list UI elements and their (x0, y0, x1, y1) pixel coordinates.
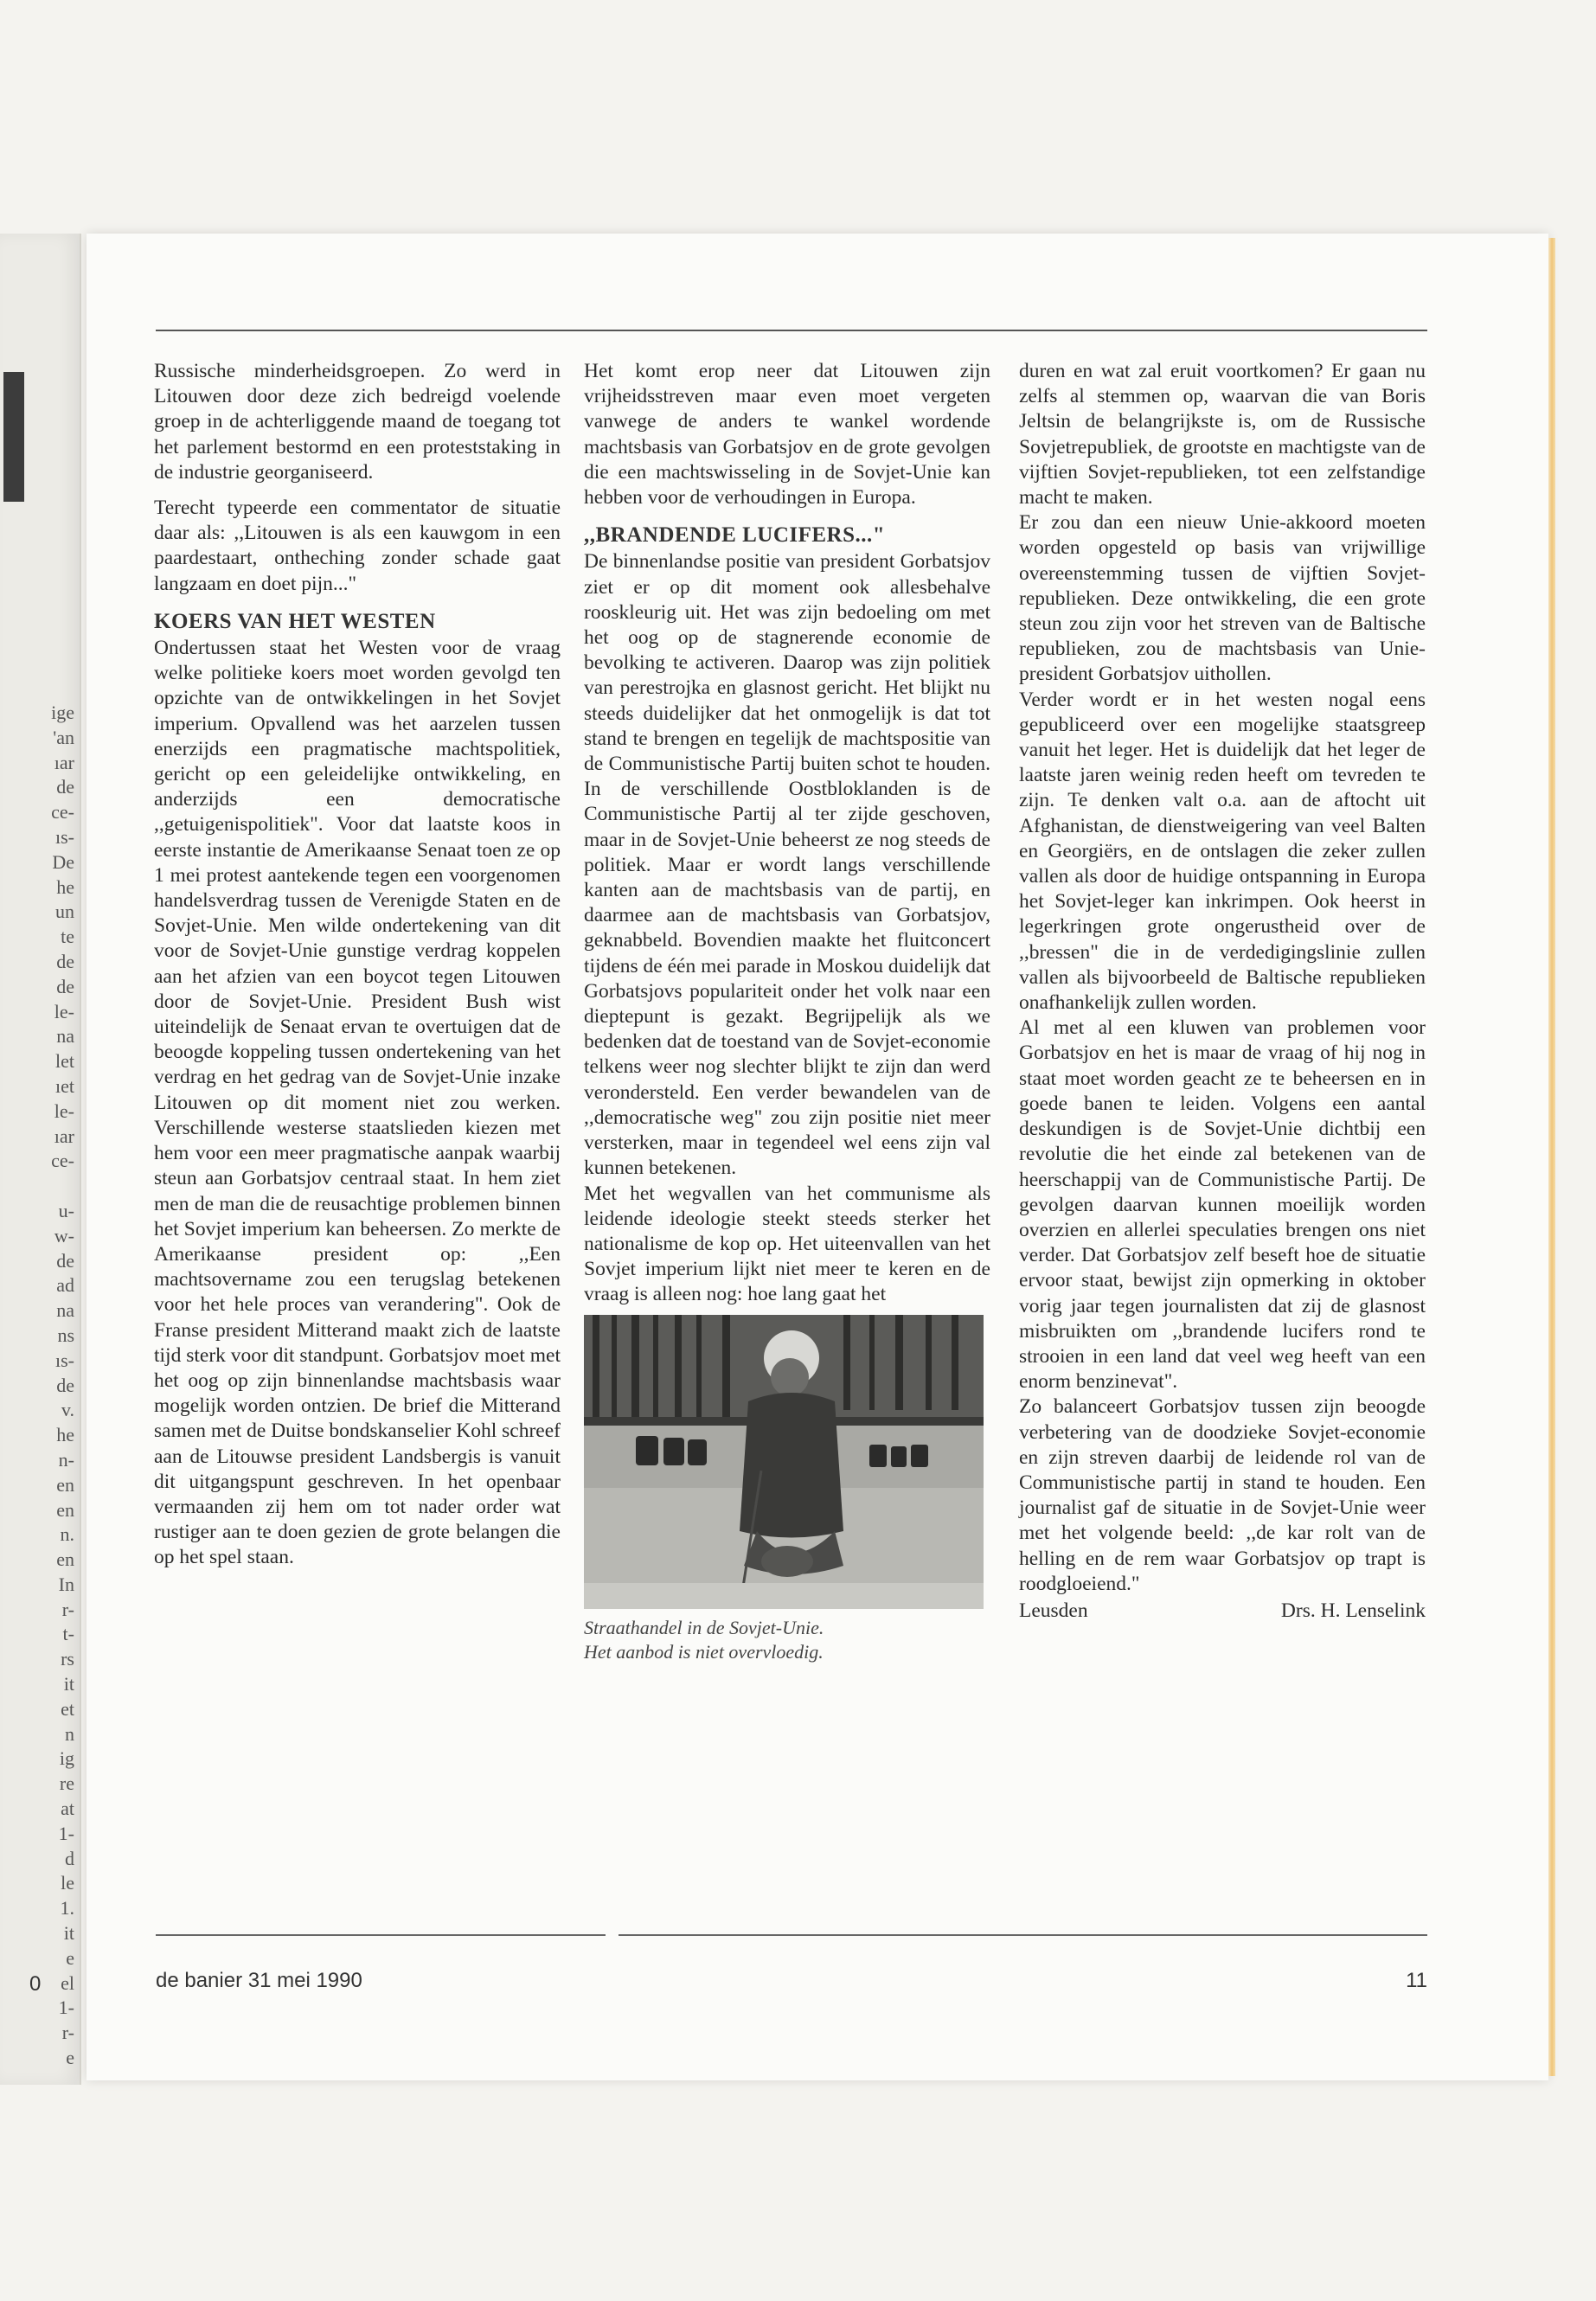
section-heading: KOERS VAN HET WESTEN (154, 609, 436, 633)
paragraph: De binnenlandse positie van president Gorbatsjov ziet er op dit moment ook allesbehalve rooskleurig uit. Het was zijn bedoeling om met het oog op de stagnerende economie de bevolking te activeren. Daarop was zijn politiek van perestrojka en glasnost gericht. Het blijkt nu steeds duidelijker dat het onmogelijk is dat tot stand te brengen en tegelijk de machtspositie van de Communistische Partij buiten schot te houden. In de verschillende Oostbloklanden is de Communistische Partij al ter zijde geschoven, maar in de Sovjet-Unie beheerst ze nog steeds de politiek. Maar er wordt langs verschillende kanten aan de machtsbasis van de partij, en daarmee aan de machtsbasis van Gorbatsjov, geknabbeld. Bovendien maakte het fluitconcert tijdens de één mei parade in Moskou duidelijk dat Gorbatsjovs populariteit onder het volk naar een dieptepunt is gezakt. Begrijpelijk als we bedenken dat de toestand van de Sovjet-economie telkens weer nog slechter blijkt te zijn dan werd verondersteld. Een verder bewandelen van de ,,democratische weg" zou zijn positie niet meer versterken, maar in tegendeel wel eens zijn val kunnen betekenen. (584, 550, 990, 1180)
article-column-3 (1019, 359, 1426, 1624)
page-edge (1548, 238, 1555, 2076)
footer-publication: de banier 31 mei 1990 (156, 1969, 362, 1992)
place: Leusden (1019, 1599, 1088, 1622)
footer-page-number: 11 (1406, 1969, 1427, 1992)
paragraph: Al met al een kluwen van problemen voor Gorbatsjov en het is maar de vraag of hij nog in staat moet worden geacht ze te beheersen en in goede banen te leiden. Volgens een aantal deskundigen is de Sovjet-Unie dichtbij een revolutie die het einde zal betekenen van de heerschappij van de Communistische Partij. De gevolgen daarvan kunnen moeilijk worden overzien en allerlei speculaties brengen ons niet verder. Dat Gorbatsjov zelf beseft hoe de situatie ervoor staat, bewijst zijn opmerking in oktober vorig jaar tegen journalisten dat zij de glasnost misbruikten om ,,brandende lucifers rond te strooien in een land dat veel weg heeft van een enorm benzinevat". (1019, 1016, 1426, 1394)
caption-line: Straathandel in de Sovjet-Unie. (584, 1616, 824, 1638)
section-heading: ,,BRANDENDE LUCIFERS..." (584, 523, 886, 548)
signoff (1019, 1599, 1426, 1624)
previous-page-number: 0 (29, 1972, 42, 1996)
photo-caption (584, 1616, 990, 1664)
top-rule (156, 330, 1427, 331)
paragraph: Verder wordt er in het westen nogal eens gepubliceerd over een mogelijke staatsgreep vanuit het leger. Het is duidelijk dat het leger de laatste jaren weinig reden heeft om tevreden te zijn. Te denken valt o.a. aan de aftocht uit Afghanistan, de dienstweigering van veel Balten en Georgiërs, en de ontslagen die zeker zullen vallen als door de huidige ontspanning in Europa het Sovjet-leger kan inkrimpen. Ook heerst in legerkringen grote ongerustheid over de ,,bressen" die in de verdedigingslinie zullen vallen als bijvoorbeeld de Baltische republieken onafhankelijk zullen worden. (1019, 688, 1426, 1015)
caption-line: Het aanbod is niet overvloedig. (584, 1640, 824, 1663)
article-column-2 (584, 359, 990, 1664)
previous-page-text-fragments: ige 'an ıar de ce- ıs- De he un te de de le- na let ıet le- ıar ce- u- w- de ad na ns ıs- de v. he n- en en n. en In r- t- rs it et n ig re at 1- d le 1. it e el 1- r- e (51, 702, 74, 2069)
paragraph: duren en wat zal eruit voortkomen? Er gaan nu zelfs al stemmen op, waarvan die van Boris Jeltsin de belangrijkste is, om de Russische Sovjetrepubliek, de grootste en machtigste van de vijftien Sovjet-republieken, tot een zelfstandige macht te maken. (1019, 360, 1426, 510)
previous-page (0, 234, 81, 2085)
paragraph: Met het wegvallen van het communisme als leidende ideologie steekt steeds sterker het nationalisme de kop op. Het uiteenvallen van het Sovjet imperium lijkt niet meer te keren en de vraag is alleen nog: hoe lang gaat het (584, 1182, 990, 1306)
paragraph: Terecht typeerde een commentator de situatie daar als: ,,Litouwen is als een kauwgom in een paardestaart, ontheching zonder schade gaat langzaam en doet pijn..." (154, 497, 561, 595)
paragraph: Het komt erop neer dat Litouwen zijn vrijheidsstreven maar even moet vergeten vanwege de anders te wankel wordende machtsbasis van Gorbatsjov en de grote gevolgen die een machtswisseling in de Sovjet-Unie kan hebben voor de verhoudingen in Europa. (584, 360, 990, 510)
bottom-rule-left (156, 1934, 606, 1936)
article-column-1 (154, 359, 561, 1571)
bottom-rule-right (619, 1934, 1427, 1936)
street-vendor-photo (584, 1315, 984, 1609)
paragraph: Ondertussen staat het Westen voor de vraag welke politieke koers moet worden gevolgd ten opzichte van de ontwikkelingen in het Sovjet imperium. Opvallend was het aarzelen tussen enerzijds een pragmatische machtspolitiek, gericht op een geleidelijke ontwikkeling, en anderzijds een democratische ,,getuigenispolitiek". Voor dat laatste koos in eerste instantie de Amerikaanse Senaat toen ze op 1 mei protest aantekende tegen een voorgenomen handelsverdrag tussen de Verenigde Staten en de Sovjet-Unie. Men wilde ondertekening van dit voor de Sovjet-Unie gunstige verdrag koppelen aan het afzien van een boycot tegen Litouwen door de Sovjet-Unie. President Bush wist uiteindelijk de Senaat ervan te overtuigen dat de beoogde koppeling tussen ondertekening van het verdrag en het gedrag van de Sovjet-Unie inzake Litouwen op dit moment niet zou werken. Verschillende westerse staatslieden kiezen met hem voor een meer pragmatische aanpak waarbij steun aan Gorbatsjov centraal staat. In hem ziet men de man die de reusachtige problemen binnen het Sovjet imperium kan beheersen. Zo merkte de Amerikaanse president op: ,,Een machtsovername zou een terugslag betekenen voor het hele proces van verandering". Ook de Franse president Mitterand maakt zich de laatste tijd sterk voor dit standpunt. Gorbatsjov moet met het oog op zijn binnenlandse machtsbasis waar mogelijk worden ontzien. De brief die Mitterand samen met de Duitse bondskanselier Kohl schreef aan de Litouwse president Landsbergis is vanuit dit uitgangspunt geschreven. In het openbaar vermaanden zij hem om tot nader order wat rustiger aan te doen gezien de grote belangen die op het spel staan. (154, 637, 561, 1569)
paragraph: Zo balanceert Gorbatsjov tussen zijn beoogde verbetering van de doodzieke Sovjet-economie en zijn streven daarbij de leidende rol van de Communistische partij in stand te houden. Een journalist gaf de situatie in de Sovjet-Unie weer met het volgende beeld: ,,de kar rolt van de helling en de rem waar Gorbatsjov op trapt is roodgloeiend." (1019, 1395, 1426, 1595)
paragraph: Russische minderheidsgroepen. Zo werd in Litouwen door deze zich bedreigd voelende groep in de achterliggende maand de toegang tot het parlement bestormd en een proteststaking in de industrie georganiseerd. (154, 360, 561, 484)
paragraph: Er zou dan een nieuw Unie-akkoord moeten worden opgesteld op basis van vrijwillige overeenstemming tussen de vijftien Sovjet-republieken. Deze ontwikkeling, die een grote steun zou zijn voor het streven van de Baltische republieken, zou de machtsbasis van Unie-president Gorbatsjov uithollen. (1019, 511, 1426, 686)
previous-page-dark-block (3, 372, 24, 502)
author: Drs. H. Lenselink (1280, 1599, 1426, 1622)
